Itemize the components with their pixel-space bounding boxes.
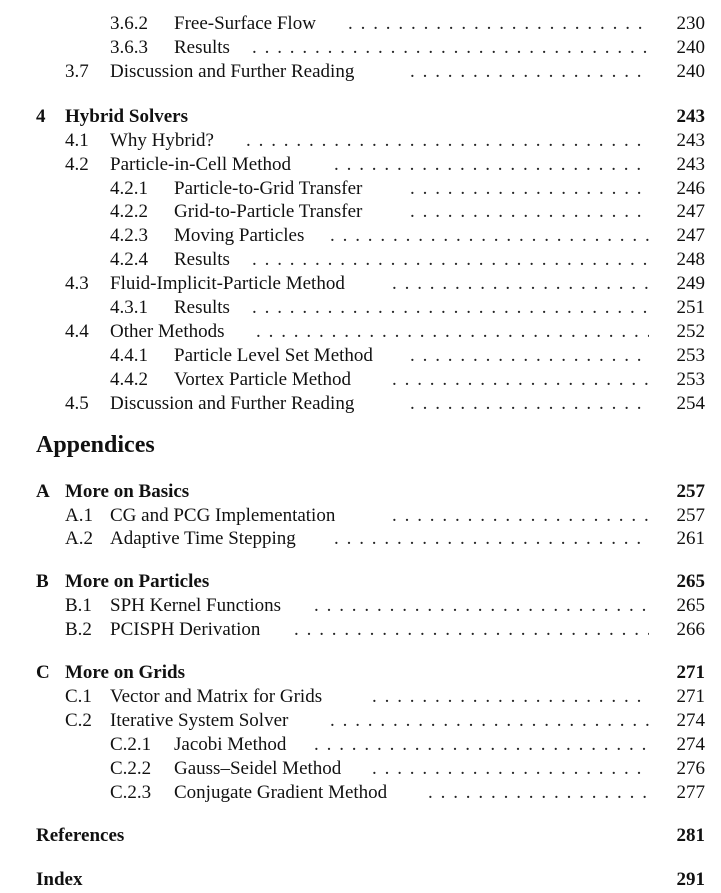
entry-page-number: 251 xyxy=(676,297,705,318)
entry-page-number: 247 xyxy=(676,201,705,222)
entry-title: Particle-to-Grid Transfer xyxy=(174,178,363,199)
entry-number: C.2.2 xyxy=(110,758,152,779)
entry-number: B xyxy=(36,571,49,592)
toc-entry-4-2-4[interactable] xyxy=(0,248,721,272)
entry-title: Particle-in-Cell Method xyxy=(110,154,291,175)
entry-number: A.1 xyxy=(65,505,93,526)
dot-leader xyxy=(410,344,649,368)
entry-page-number: 240 xyxy=(676,61,705,82)
toc-entry-4-2-2[interactable] xyxy=(0,200,721,224)
toc-entry-4-3-1[interactable] xyxy=(0,296,721,320)
dot-leader xyxy=(372,685,649,709)
entry-page-number: 265 xyxy=(676,571,705,592)
toc-entry-3-6-3[interactable] xyxy=(0,36,721,60)
toc-entry-C[interactable] xyxy=(0,661,721,685)
entry-title: Vector and Matrix for Grids xyxy=(110,686,323,707)
entry-title: More on Particles xyxy=(65,571,210,592)
dot-leader xyxy=(348,12,649,36)
dot-leader xyxy=(372,757,649,781)
entry-title: Fluid-Implicit-Particle Method xyxy=(110,273,345,294)
toc-entry-3-6-2[interactable] xyxy=(0,12,721,36)
entry-number: 3.7 xyxy=(65,61,89,82)
toc-entry-C-2-3[interactable] xyxy=(0,781,721,805)
entry-title: Conjugate Gradient Method xyxy=(174,782,388,803)
entry-number: 4.2.4 xyxy=(110,249,148,270)
dot-leader xyxy=(314,733,649,757)
dot-leader xyxy=(330,709,649,733)
dot-leader xyxy=(410,177,649,201)
entry-page-number: 271 xyxy=(676,662,705,683)
toc-entry-A[interactable] xyxy=(0,480,721,504)
entry-page-number: 257 xyxy=(676,505,705,526)
entry-page-number: 240 xyxy=(676,37,705,58)
entry-title: Vortex Particle Method xyxy=(174,369,351,390)
entry-title: Results xyxy=(174,37,230,58)
dot-leader xyxy=(428,781,649,805)
entry-title: Adaptive Time Stepping xyxy=(110,528,296,549)
entry-number: 4.1 xyxy=(65,130,89,151)
toc-entry-3-7[interactable] xyxy=(0,60,721,84)
entry-title: Results xyxy=(174,297,230,318)
dot-leader xyxy=(392,504,649,528)
toc-entry-C-2[interactable] xyxy=(0,709,721,733)
entry-number: 4.4 xyxy=(65,321,89,342)
entry-page-number: 248 xyxy=(676,249,705,270)
dot-leader xyxy=(252,36,649,60)
entry-number: 4.3 xyxy=(65,273,89,294)
entry-number: C.1 xyxy=(65,686,92,707)
entry-title: Free-Surface Flow xyxy=(174,13,316,34)
entry-title: Index xyxy=(36,869,83,890)
entry-number: 4.2 xyxy=(65,154,89,175)
toc-entry-4-2-3[interactable] xyxy=(0,224,721,248)
entry-page-number: 230 xyxy=(676,13,705,34)
entry-page-number: 253 xyxy=(676,369,705,390)
entry-number: A.2 xyxy=(65,528,93,549)
entry-number: A xyxy=(36,481,50,502)
entry-number: 4.4.2 xyxy=(110,369,148,390)
entry-page-number: 274 xyxy=(676,734,705,755)
entry-title: Grid-to-Particle Transfer xyxy=(174,201,363,222)
entry-title: Hybrid Solvers xyxy=(65,106,188,127)
dot-leader xyxy=(246,129,649,153)
entry-number: 4.2.3 xyxy=(110,225,148,246)
entry-number: C.2 xyxy=(65,710,92,731)
entry-page-number: 243 xyxy=(676,106,705,127)
entry-page-number: 243 xyxy=(676,130,705,151)
entry-title: References xyxy=(36,825,125,846)
entry-title: SPH Kernel Functions xyxy=(110,595,281,616)
entry-page-number: 257 xyxy=(676,481,705,502)
toc-entry-4-4[interactable] xyxy=(0,320,721,344)
entry-title: More on Grids xyxy=(65,662,185,683)
toc-entry-4-2-1[interactable] xyxy=(0,177,721,201)
entry-title: Results xyxy=(174,249,230,270)
toc-entry-4-5[interactable] xyxy=(0,392,721,416)
entry-page-number: 254 xyxy=(676,393,705,414)
entry-number: 3.6.2 xyxy=(110,13,148,34)
entry-page-number: 243 xyxy=(676,154,705,175)
toc-entry-4-3[interactable] xyxy=(0,272,721,296)
entry-number: B.1 xyxy=(65,595,92,616)
entry-number: 4.3.1 xyxy=(110,297,148,318)
dot-leader xyxy=(330,224,649,248)
entry-page-number: 276 xyxy=(676,758,705,779)
entry-number: C.2.3 xyxy=(110,782,152,803)
toc-entry-C-2-2[interactable] xyxy=(0,757,721,781)
toc-entry-4-1[interactable] xyxy=(0,129,721,153)
entry-page-number: 271 xyxy=(676,686,705,707)
toc-entry-A-2[interactable] xyxy=(0,527,721,551)
entry-title: Particle Level Set Method xyxy=(174,345,373,366)
entry-page-number: 253 xyxy=(676,345,705,366)
entry-number: 4 xyxy=(36,106,46,127)
toc-entry-4[interactable] xyxy=(0,105,721,129)
part-heading-appendices: Appendices xyxy=(36,432,155,458)
entry-page-number: 265 xyxy=(676,595,705,616)
toc-entry-B[interactable] xyxy=(0,570,721,594)
dot-leader xyxy=(314,594,649,618)
entry-page-number: 247 xyxy=(676,225,705,246)
entry-page-number: 249 xyxy=(676,273,705,294)
dot-leader xyxy=(334,527,649,551)
entry-title: CG and PCG Implementation xyxy=(110,505,336,526)
entry-title: Moving Particles xyxy=(174,225,305,246)
dot-leader xyxy=(334,153,649,177)
dot-leader xyxy=(252,248,649,272)
toc-entry-C-1[interactable] xyxy=(0,685,721,709)
dot-leader xyxy=(392,368,649,392)
entry-title: Gauss–Seidel Method xyxy=(174,758,342,779)
entry-number: 3.6.3 xyxy=(110,37,148,58)
entry-title: More on Basics xyxy=(65,481,190,502)
dot-leader xyxy=(410,392,649,416)
dot-leader xyxy=(410,60,649,84)
entry-page-number: 252 xyxy=(676,321,705,342)
dot-leader xyxy=(252,296,649,320)
toc-entry-4-2[interactable] xyxy=(0,153,721,177)
entry-number: B.2 xyxy=(65,619,92,640)
entry-page-number: 291 xyxy=(676,869,705,890)
entry-title: Discussion and Further Reading xyxy=(110,61,355,82)
toc-entry-B-2[interactable] xyxy=(0,618,721,642)
entry-number: C.2.1 xyxy=(110,734,152,755)
entry-number: 4.2.1 xyxy=(110,178,148,199)
toc-entry-C-2-1[interactable] xyxy=(0,733,721,757)
entry-page-number: 277 xyxy=(676,782,705,803)
toc-entry-references[interactable] xyxy=(0,824,721,848)
dot-leader xyxy=(294,618,649,642)
toc-entry-4-4-2[interactable] xyxy=(0,368,721,392)
toc-entry-4-4-1[interactable] xyxy=(0,344,721,368)
entry-title: Iterative System Solver xyxy=(110,710,289,731)
entry-title: Discussion and Further Reading xyxy=(110,393,355,414)
toc-entry-index[interactable] xyxy=(0,868,721,892)
entry-page-number: 266 xyxy=(676,619,705,640)
entry-page-number: 261 xyxy=(676,528,705,549)
entry-title: Jacobi Method xyxy=(174,734,287,755)
dot-leader xyxy=(410,200,649,224)
entry-number: 4.4.1 xyxy=(110,345,148,366)
entry-number: 4.5 xyxy=(65,393,89,414)
entry-number: C xyxy=(36,662,50,683)
entry-title: Why Hybrid? xyxy=(110,130,214,151)
toc-entry-B-1[interactable] xyxy=(0,594,721,618)
toc-entry-A-1[interactable] xyxy=(0,504,721,528)
entry-page-number: 246 xyxy=(676,178,705,199)
dot-leader xyxy=(392,272,649,296)
entry-page-number: 274 xyxy=(676,710,705,731)
entry-title: PCISPH Derivation xyxy=(110,619,261,640)
entry-number: 4.2.2 xyxy=(110,201,148,222)
entry-page-number: 281 xyxy=(676,825,705,846)
dot-leader xyxy=(256,320,649,344)
entry-title: Other Methods xyxy=(110,321,225,342)
